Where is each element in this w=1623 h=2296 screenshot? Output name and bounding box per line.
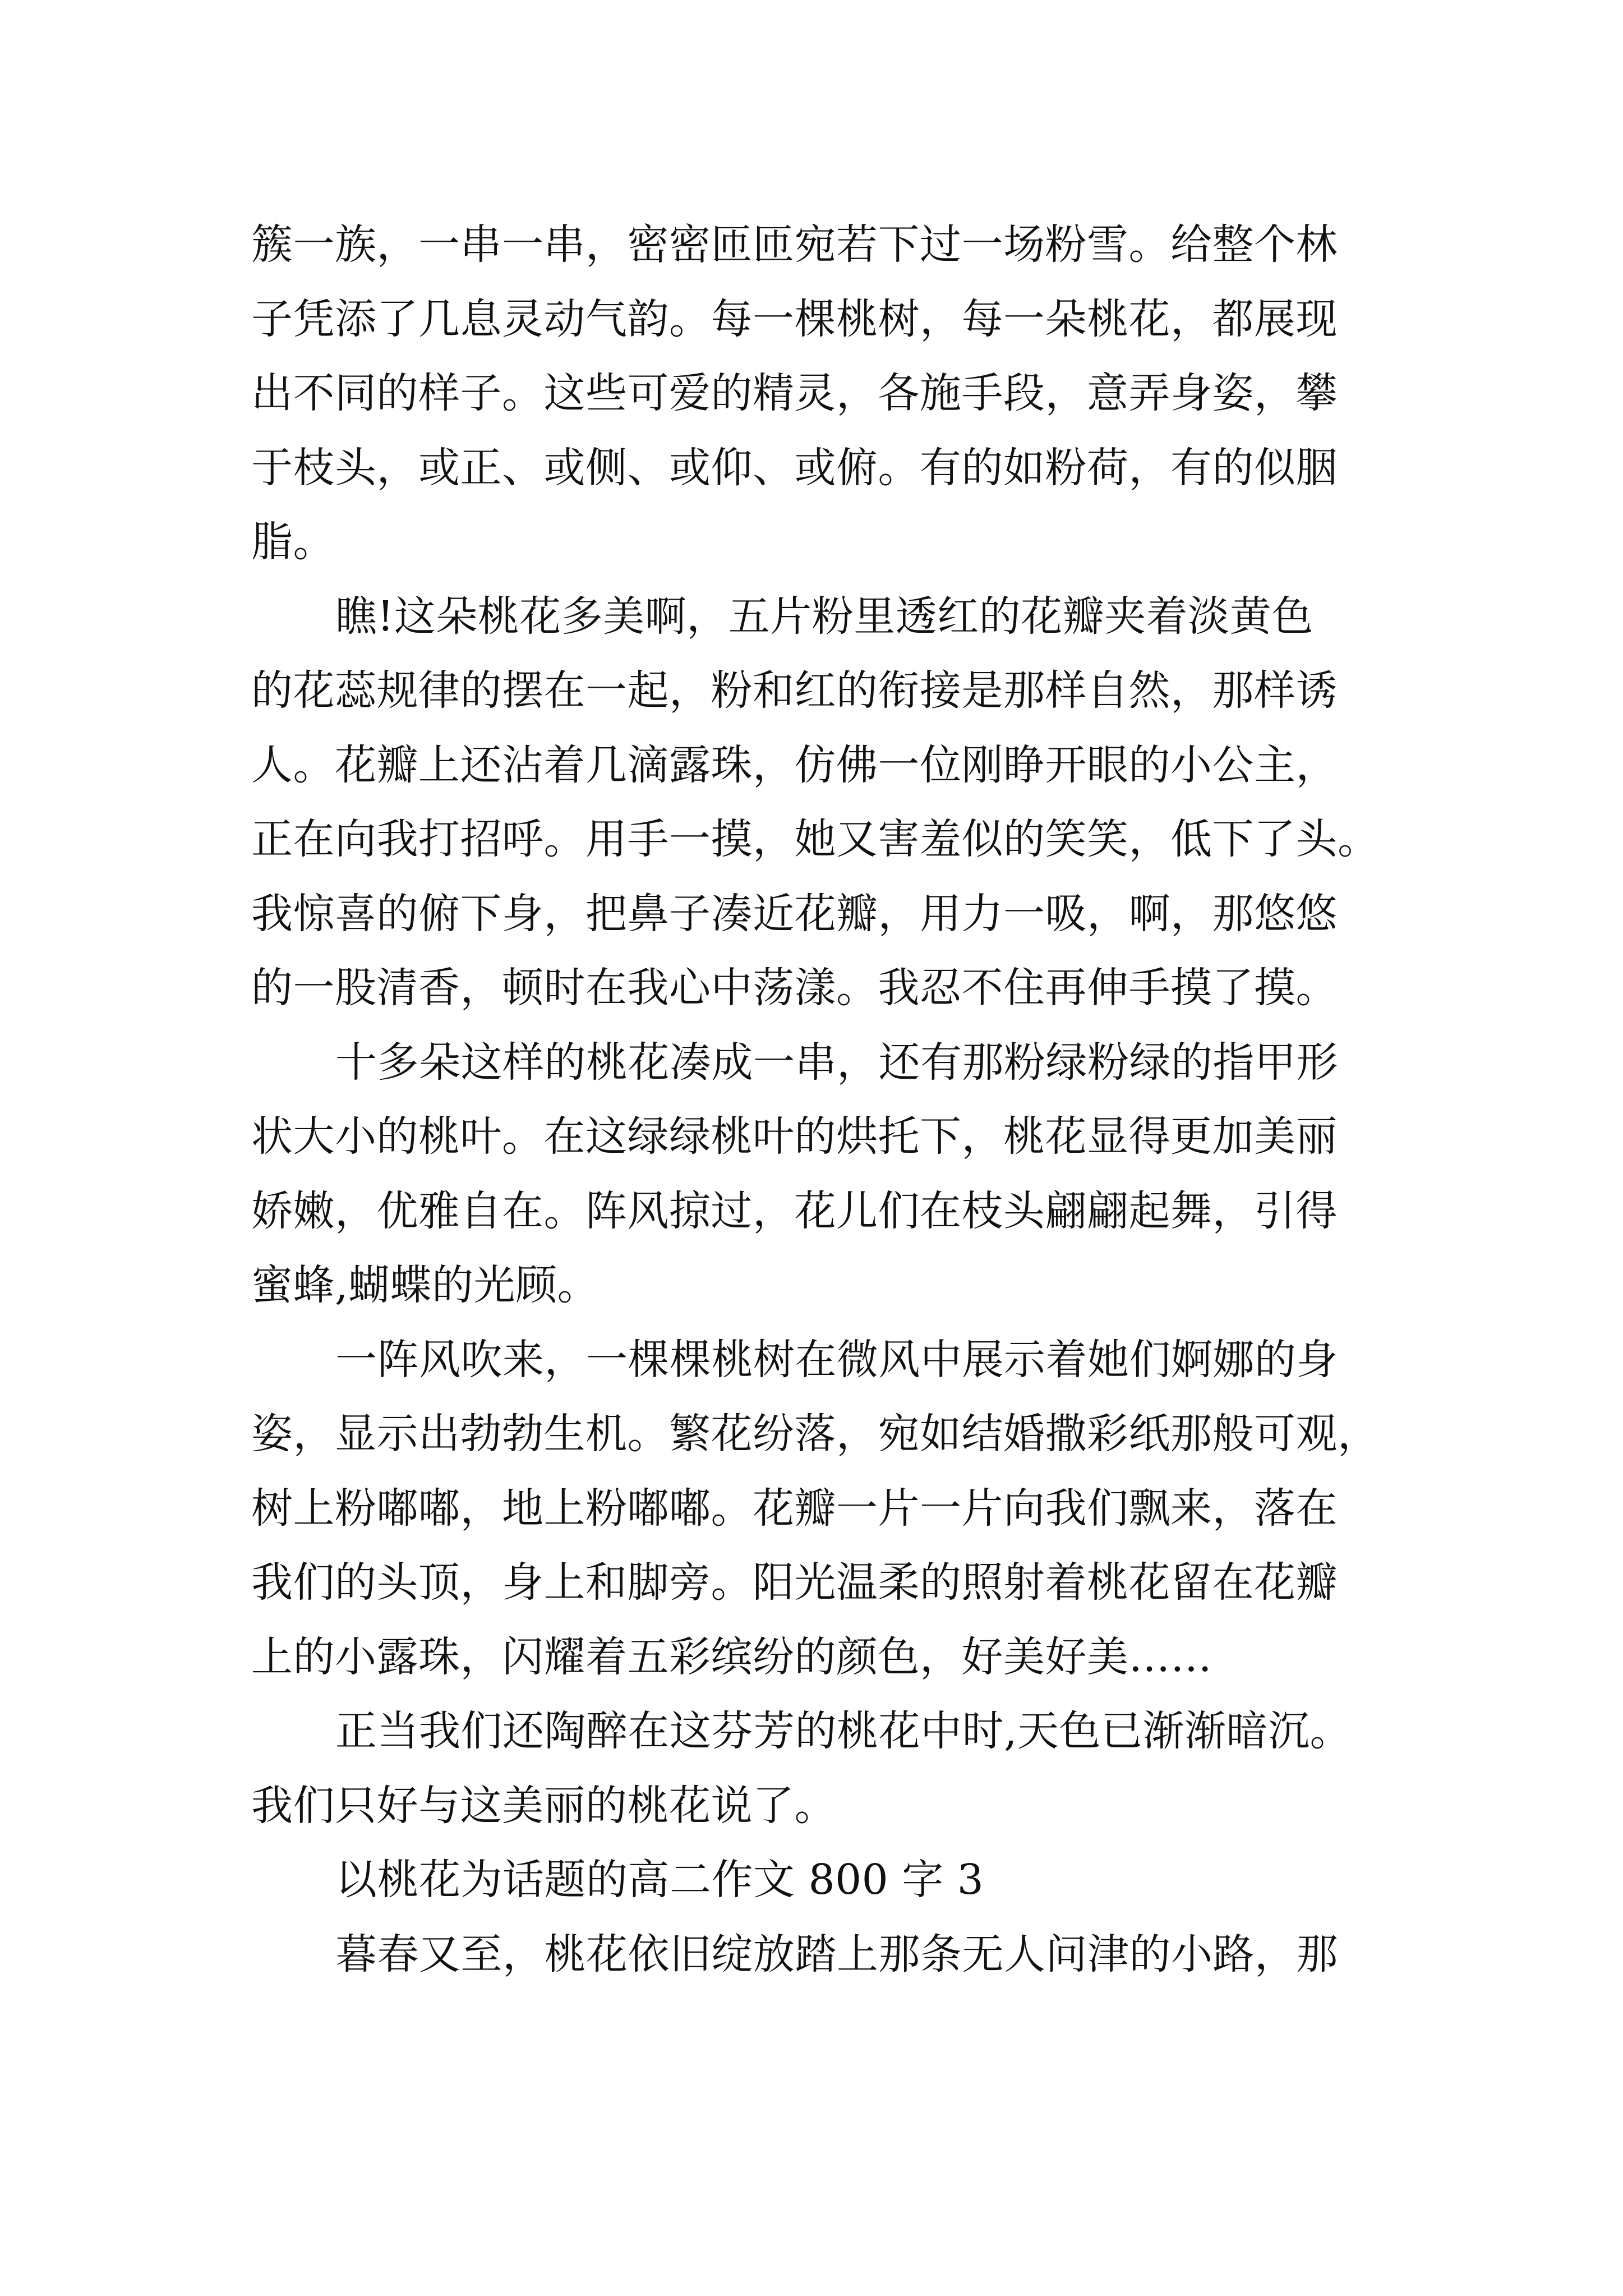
section-heading: 以桃花为话题的高二作文 800 字 3 bbox=[335, 1856, 984, 1904]
text-line: 上的小露珠，闪耀着五彩缤纷的颜色，好美好美…… bbox=[251, 1632, 1212, 1681]
essay-body bbox=[251, 208, 1390, 1991]
text-line: 我们的头顶，身上和脚旁。阳光温柔的照射着桃花留在花瓣 bbox=[251, 1558, 1338, 1607]
text-line: 娇嫩，优雅自在。阵风掠过，花儿们在枝头翩翩起舞，引得 bbox=[251, 1186, 1338, 1235]
paragraph-start-line: 一阵风吹来，一棵棵桃树在微风中展示着她们婀娜的身 bbox=[335, 1335, 1338, 1384]
paragraph-start-line: 正当我们还陶醉在这芬芳的桃花中时,天色已渐渐暗沉。 bbox=[335, 1707, 1352, 1755]
text-line: 于枝头，或正、或侧、或仰、或俯。有的如粉荷，有的似胭 bbox=[251, 443, 1338, 492]
text-line: 子凭添了几息灵动气韵。每一棵桃树，每一朵桃花，都展现 bbox=[251, 295, 1338, 343]
text-line: 的一股清香，顿时在我心中荡漾。我忍不住再伸手摸了摸。 bbox=[251, 964, 1338, 1012]
text-line: 树上粉嘟嘟，地上粉嘟嘟。花瓣一片一片向我们飘来，落在 bbox=[251, 1484, 1338, 1533]
text-line: 簇一族，一串一串，密密匝匝宛若下过一场粉雪。给整个林 bbox=[251, 220, 1338, 269]
paragraph-start-line: 十多朵这样的桃花凑成一串，还有那粉绿粉绿的指甲形 bbox=[335, 1038, 1338, 1087]
text-line: 脂。 bbox=[251, 518, 335, 566]
text-line: 人。花瓣上还沾着几滴露珠，仿佛一位刚睁开眼的小公主， bbox=[251, 740, 1338, 789]
text-line: 出不同的样子。这些可爱的精灵，各施手段，意弄身姿，攀 bbox=[251, 369, 1338, 417]
text-line: 状大小的桃叶。在这绿绿桃叶的烘托下，桃花显得更加美丽 bbox=[251, 1112, 1338, 1161]
text-line: 正在向我打招呼。用手一摸，她又害羞似的笑笑，低下了头。 bbox=[251, 815, 1380, 863]
text-line: 姿，显示出勃勃生机。繁花纷落，宛如结婚撒彩纸那般可观， bbox=[251, 1410, 1380, 1458]
paragraph-start-line: 暮春又至，桃花依旧绽放踏上那条无人问津的小路，那 bbox=[335, 1930, 1338, 1978]
text-line: 的花蕊规律的摆在一起，粉和红的衔接是那样自然，那样诱 bbox=[251, 666, 1338, 715]
paragraph-start-line: 瞧!这朵桃花多美啊，五片粉里透红的花瓣夹着淡黄色 bbox=[335, 592, 1313, 641]
text-line: 我们只好与这美丽的桃花说了。 bbox=[251, 1781, 836, 1830]
text-line: 蜜蜂,蝴蝶的光顾。 bbox=[251, 1261, 600, 1309]
text-line: 我惊喜的俯下身，把鼻子凑近花瓣，用力一吸，啊，那悠悠 bbox=[251, 889, 1338, 938]
